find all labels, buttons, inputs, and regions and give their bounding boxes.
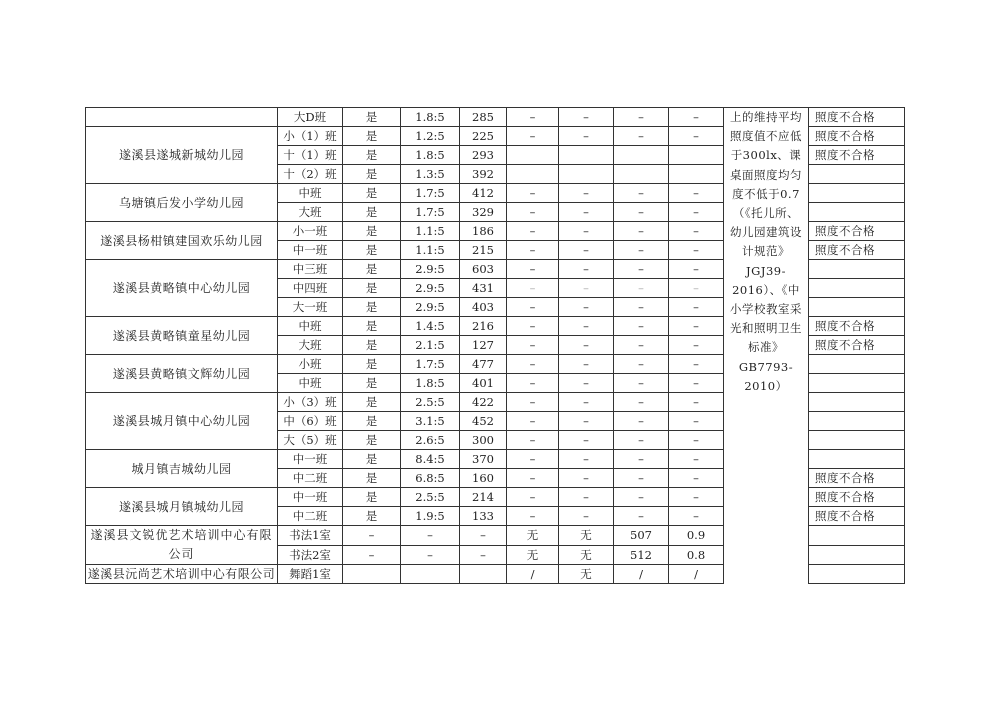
cell-c4: –	[669, 108, 724, 127]
illuminance-value: 401	[460, 374, 507, 393]
class-name: 舞蹈1室	[278, 565, 343, 584]
window-floor-ratio: 2.9:5	[401, 298, 460, 317]
cell-c4: –	[669, 488, 724, 507]
cell-c4: –	[669, 412, 724, 431]
window-floor-ratio: 2.5:5	[401, 393, 460, 412]
school-name: 遂溪县遂城新城幼儿园	[86, 127, 278, 184]
cell-c2: –	[559, 469, 614, 488]
cell-c2: –	[559, 108, 614, 127]
cell-c2: –	[559, 336, 614, 355]
window-floor-ratio	[401, 565, 460, 584]
cell-c1: –	[507, 317, 559, 336]
compliant-flag: 是	[343, 412, 401, 431]
compliant-flag: –	[343, 526, 401, 546]
result-text: 照度不合格	[809, 222, 905, 241]
class-name: 中二班	[278, 507, 343, 526]
school-name: 遂溪县城月镇中心幼儿园	[86, 393, 278, 450]
compliant-flag: 是	[343, 222, 401, 241]
result-text: 照度不合格	[809, 127, 905, 146]
class-name: 大班	[278, 203, 343, 222]
cell-c2: –	[559, 279, 614, 298]
illuminance-value: 186	[460, 222, 507, 241]
cell-c2: –	[559, 317, 614, 336]
window-floor-ratio: 1.8:5	[401, 146, 460, 165]
cell-c1: –	[507, 412, 559, 431]
compliant-flag: 是	[343, 450, 401, 469]
school-name: 乌塘镇后发小学幼儿园	[86, 184, 278, 222]
result-text: 照度不合格	[809, 507, 905, 526]
cell-c1: –	[507, 336, 559, 355]
cell-c1: –	[507, 431, 559, 450]
cell-c1: –	[507, 450, 559, 469]
cell-c3: –	[614, 184, 669, 203]
cell-c3: –	[614, 222, 669, 241]
result-text: 照度不合格	[809, 108, 905, 127]
class-name: 中一班	[278, 450, 343, 469]
compliant-flag: 是	[343, 355, 401, 374]
cell-c4: /	[669, 565, 724, 584]
cell-c4: –	[669, 298, 724, 317]
compliant-flag: 是	[343, 241, 401, 260]
result-text	[809, 565, 905, 584]
cell-c2: –	[559, 450, 614, 469]
cell-c3: –	[614, 488, 669, 507]
compliant-flag: 是	[343, 488, 401, 507]
compliant-flag: 是	[343, 203, 401, 222]
cell-c3: –	[614, 203, 669, 222]
result-text	[809, 412, 905, 431]
window-floor-ratio: 1.8:5	[401, 108, 460, 127]
cell-c4: –	[669, 469, 724, 488]
window-floor-ratio: 1.2:5	[401, 127, 460, 146]
illuminance-value: 422	[460, 393, 507, 412]
window-floor-ratio: 1.1:5	[401, 241, 460, 260]
class-name: 大班	[278, 336, 343, 355]
illuminance-value: 329	[460, 203, 507, 222]
cell-c3	[614, 165, 669, 184]
cell-c3: –	[614, 355, 669, 374]
window-floor-ratio: 1.7:5	[401, 355, 460, 374]
illuminance-value: 214	[460, 488, 507, 507]
compliant-flag	[343, 565, 401, 584]
cell-c3: –	[614, 393, 669, 412]
result-text	[809, 526, 905, 546]
cell-c3: –	[614, 108, 669, 127]
compliant-flag: 是	[343, 469, 401, 488]
cell-c1: /	[507, 565, 559, 584]
cell-c3: –	[614, 450, 669, 469]
illuminance-value: 603	[460, 260, 507, 279]
cell-c1: –	[507, 374, 559, 393]
window-floor-ratio: 1.9:5	[401, 507, 460, 526]
cell-c4: –	[669, 450, 724, 469]
cell-c2: –	[559, 203, 614, 222]
illuminance-value: 160	[460, 469, 507, 488]
illuminance-value: –	[460, 545, 507, 565]
window-floor-ratio: 2.9:5	[401, 279, 460, 298]
class-name: 中四班	[278, 279, 343, 298]
cell-c1: –	[507, 279, 559, 298]
cell-c1: –	[507, 108, 559, 127]
illuminance-value: 300	[460, 431, 507, 450]
cell-c2: –	[559, 127, 614, 146]
compliant-flag: 是	[343, 431, 401, 450]
cell-c3: –	[614, 260, 669, 279]
cell-c1: –	[507, 184, 559, 203]
illuminance-value: 431	[460, 279, 507, 298]
cell-c4	[669, 146, 724, 165]
cell-c1: –	[507, 298, 559, 317]
window-floor-ratio: 2.1:5	[401, 336, 460, 355]
cell-c3: –	[614, 412, 669, 431]
standard-text: 上的维持平均照度值不应低于300lx、课桌面照度均匀度不低于0.7（《托儿所、幼儿园建筑设计规范》JGJ39-2016）、《中小学校教室采光和照明卫生标准》GB7793-2010）	[724, 108, 809, 412]
cell-c3: –	[614, 127, 669, 146]
result-text	[809, 298, 905, 317]
compliant-flag: 是	[343, 298, 401, 317]
cell-c4: 0.9	[669, 526, 724, 546]
school-name: 遂溪县沅尚艺术培训中心有限公司	[86, 565, 278, 584]
result-text	[809, 355, 905, 374]
result-text	[809, 393, 905, 412]
window-floor-ratio: 1.1:5	[401, 222, 460, 241]
result-text	[809, 279, 905, 298]
window-floor-ratio: 8.4:5	[401, 450, 460, 469]
school-name: 遂溪县杨柑镇建国欢乐幼儿园	[86, 222, 278, 260]
cell-c4: –	[669, 260, 724, 279]
cell-c2: –	[559, 222, 614, 241]
compliant-flag: 是	[343, 260, 401, 279]
result-text: 照度不合格	[809, 488, 905, 507]
class-name: 小（3）班	[278, 393, 343, 412]
result-text	[809, 431, 905, 450]
cell-c3: –	[614, 374, 669, 393]
class-name: 中班	[278, 374, 343, 393]
school-name: 遂溪县黄略镇文辉幼儿园	[86, 355, 278, 393]
cell-c4: –	[669, 374, 724, 393]
cell-c2: –	[559, 374, 614, 393]
cell-c1: –	[507, 355, 559, 374]
cell-c4: 0.8	[669, 545, 724, 565]
cell-c2: –	[559, 431, 614, 450]
class-name: 十（1）班	[278, 146, 343, 165]
class-name: 小（1）班	[278, 127, 343, 146]
class-name: 书法2室	[278, 545, 343, 565]
compliant-flag: 是	[343, 393, 401, 412]
cell-c3: /	[614, 565, 669, 584]
result-text: 照度不合格	[809, 336, 905, 355]
cell-c3: –	[614, 469, 669, 488]
window-floor-ratio: 2.9:5	[401, 260, 460, 279]
cell-c3	[614, 146, 669, 165]
window-floor-ratio: 1.4:5	[401, 317, 460, 336]
class-name: 大D班	[278, 108, 343, 127]
compliant-flag: 是	[343, 336, 401, 355]
school-name: 遂溪县黄略镇中心幼儿园	[86, 260, 278, 317]
illuminance-value: 477	[460, 355, 507, 374]
result-text: 照度不合格	[809, 146, 905, 165]
class-name: 大一班	[278, 298, 343, 317]
result-text	[809, 260, 905, 279]
class-name: 大（5）班	[278, 431, 343, 450]
cell-c4: –	[669, 393, 724, 412]
illuminance-value: 215	[460, 241, 507, 260]
illuminance-value	[460, 565, 507, 584]
class-name: 中（6）班	[278, 412, 343, 431]
cell-c2: –	[559, 355, 614, 374]
cell-c1: –	[507, 127, 559, 146]
cell-c3: –	[614, 279, 669, 298]
compliant-flag: 是	[343, 184, 401, 203]
illuminance-value: 392	[460, 165, 507, 184]
cell-c4: –	[669, 184, 724, 203]
compliant-flag: 是	[343, 374, 401, 393]
window-floor-ratio: 3.1:5	[401, 412, 460, 431]
inspection-table-page	[85, 107, 905, 584]
window-floor-ratio: –	[401, 526, 460, 546]
cell-c2: –	[559, 241, 614, 260]
cell-c2: –	[559, 488, 614, 507]
window-floor-ratio: 6.8:5	[401, 469, 460, 488]
table-row	[86, 108, 905, 127]
cell-c2: 无	[559, 545, 614, 565]
cell-c4: –	[669, 241, 724, 260]
window-floor-ratio: 1.7:5	[401, 203, 460, 222]
class-name: 十（2）班	[278, 165, 343, 184]
cell-c4: –	[669, 203, 724, 222]
result-text	[809, 374, 905, 393]
window-floor-ratio: 1.7:5	[401, 184, 460, 203]
compliant-flag: 是	[343, 317, 401, 336]
school-name: 遂溪县文锐优艺术培训中心有限公司	[86, 526, 278, 565]
cell-c4: –	[669, 431, 724, 450]
compliant-flag: 是	[343, 127, 401, 146]
cell-c2: –	[559, 184, 614, 203]
window-floor-ratio: 2.5:5	[401, 488, 460, 507]
window-floor-ratio: 1.8:5	[401, 374, 460, 393]
school-name: 遂溪县城月镇城幼儿园	[86, 488, 278, 526]
cell-c2: –	[559, 260, 614, 279]
result-text	[809, 545, 905, 565]
compliant-flag: 是	[343, 279, 401, 298]
cell-c1: –	[507, 203, 559, 222]
cell-c4: –	[669, 279, 724, 298]
compliant-flag: 是	[343, 165, 401, 184]
result-text: 照度不合格	[809, 241, 905, 260]
cell-c4: –	[669, 355, 724, 374]
cell-c2	[559, 146, 614, 165]
cell-c2	[559, 165, 614, 184]
illuminance-value: 133	[460, 507, 507, 526]
class-name: 中班	[278, 184, 343, 203]
result-text	[809, 203, 905, 222]
cell-c3: –	[614, 431, 669, 450]
cell-c2: –	[559, 298, 614, 317]
window-floor-ratio: –	[401, 545, 460, 565]
cell-c1: 无	[507, 526, 559, 546]
result-text	[809, 165, 905, 184]
cell-c2: –	[559, 393, 614, 412]
class-name: 中一班	[278, 488, 343, 507]
cell-c4: –	[669, 317, 724, 336]
illuminance-value: 285	[460, 108, 507, 127]
cell-c4: –	[669, 127, 724, 146]
compliant-flag: 是	[343, 146, 401, 165]
cell-c3: 507	[614, 526, 669, 546]
result-text	[809, 184, 905, 203]
standard-text-continued	[724, 412, 809, 526]
illuminance-value: 216	[460, 317, 507, 336]
cell-c4	[669, 165, 724, 184]
cell-c3: –	[614, 298, 669, 317]
illuminance-value: 403	[460, 298, 507, 317]
class-name: 中班	[278, 317, 343, 336]
result-text: 照度不合格	[809, 469, 905, 488]
school-name: 遂溪县黄略镇童星幼儿园	[86, 317, 278, 355]
cell-c1: –	[507, 241, 559, 260]
cell-c3: –	[614, 241, 669, 260]
class-name: 小班	[278, 355, 343, 374]
class-name: 中一班	[278, 241, 343, 260]
cell-c1: –	[507, 222, 559, 241]
window-floor-ratio: 1.3:5	[401, 165, 460, 184]
school-name	[86, 108, 278, 127]
illuminance-value: 370	[460, 450, 507, 469]
cell-c2: –	[559, 412, 614, 431]
cell-c1: –	[507, 469, 559, 488]
school-name: 城月镇吉城幼儿园	[86, 450, 278, 488]
cell-c1	[507, 146, 559, 165]
cell-c4: –	[669, 507, 724, 526]
cell-c1: –	[507, 488, 559, 507]
class-name: 中二班	[278, 469, 343, 488]
cell-c2: –	[559, 507, 614, 526]
inspection-table	[85, 107, 905, 584]
illuminance-value: 412	[460, 184, 507, 203]
class-name: 书法1室	[278, 526, 343, 546]
cell-c4: –	[669, 222, 724, 241]
cell-c1: –	[507, 260, 559, 279]
compliant-flag: –	[343, 545, 401, 565]
illuminance-value: 127	[460, 336, 507, 355]
cell-c3: –	[614, 317, 669, 336]
cell-c1: –	[507, 507, 559, 526]
cell-c4: –	[669, 336, 724, 355]
result-text: 照度不合格	[809, 317, 905, 336]
cell-c2: 无	[559, 565, 614, 584]
class-name: 小一班	[278, 222, 343, 241]
result-text	[809, 450, 905, 469]
compliant-flag: 是	[343, 108, 401, 127]
illuminance-value: 225	[460, 127, 507, 146]
cell-c3: 512	[614, 545, 669, 565]
table-row	[86, 526, 905, 546]
cell-c2: 无	[559, 526, 614, 546]
class-name: 中三班	[278, 260, 343, 279]
cell-c3: –	[614, 336, 669, 355]
cell-c3: –	[614, 507, 669, 526]
illuminance-value: 293	[460, 146, 507, 165]
window-floor-ratio: 2.6:5	[401, 431, 460, 450]
illuminance-value: 452	[460, 412, 507, 431]
illuminance-value: –	[460, 526, 507, 546]
cell-c1	[507, 165, 559, 184]
cell-c1: 无	[507, 545, 559, 565]
blank-gap	[724, 526, 809, 584]
cell-c1: –	[507, 393, 559, 412]
compliant-flag: 是	[343, 507, 401, 526]
